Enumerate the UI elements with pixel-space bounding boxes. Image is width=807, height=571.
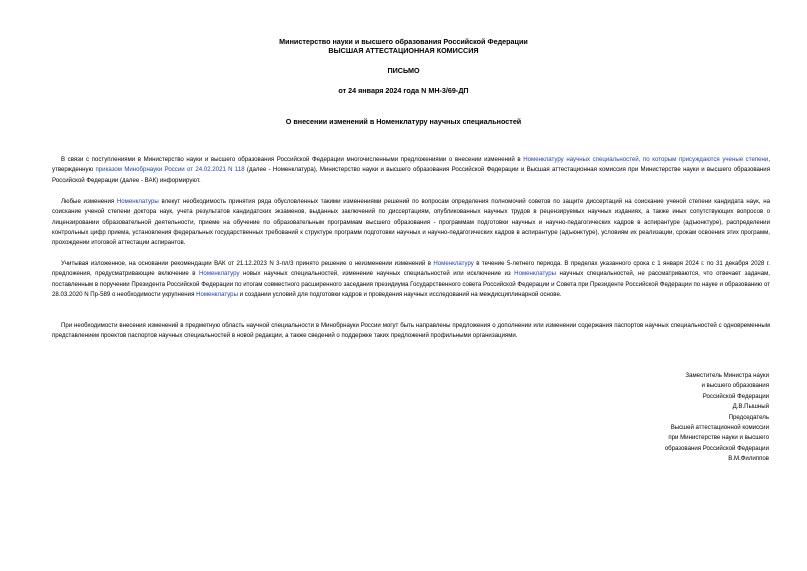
paragraph-2 xyxy=(52,197,770,248)
paragraph-3-text: научных специальностей, не рассматриваются, что отвечает задачам, поставленным в поручении Президента Российской Федерации по итогам совместного расширенного заседания президиума Государственного совета Российской Федерации и Совета при Президенте Российской Федерации по науке и образованию от 28.03.2020 N Пр-589 о необходимости укрупнения xyxy=(52,270,770,298)
nomenclature-link[interactable]: Номенклатуры xyxy=(116,198,159,205)
nomenclature-link[interactable]: Номенклатуру xyxy=(433,260,474,267)
nomenclature-link[interactable]: Номенклатуры xyxy=(514,270,557,278)
signature-line: Российской Федерации xyxy=(702,392,769,400)
signature-block xyxy=(569,371,769,465)
nomenclature-link[interactable]: Номенклатуру научных специальностей, по которым присуждаются ученые степени xyxy=(523,156,769,163)
signature-line: при Министерстве науки и высшего xyxy=(668,434,769,442)
document-type: ПИСЬМО xyxy=(387,66,420,75)
commission-name: ВЫСШАЯ АТТЕСТАЦИОННАЯ КОМИССИЯ xyxy=(328,46,479,55)
paragraph-3-text: в течение 5-летнего периода. В пределах указанного срока с 1 января 2024 г. по 31 декабря 2028 г. предложения, предусматривающие включение в xyxy=(52,260,770,278)
nomenclature-link[interactable]: Номенклатуру xyxy=(199,270,240,278)
ministry-name: Министерство науки и высшего образования Российской Федерации xyxy=(279,37,528,46)
paragraph-1-text: , утвержденную xyxy=(52,156,771,174)
signatory-name: В.М.Филиппов xyxy=(728,455,769,463)
document-subject: О внесении изменений в Номенклатуру научных специальностей xyxy=(285,117,522,126)
paragraph-3 xyxy=(52,259,770,300)
signatory-name: Д.В.Пышный xyxy=(732,403,769,411)
document-date-number: от 24 января 2024 года N МН-3/69-ДП xyxy=(338,86,469,95)
paragraph-1-text: В связи с поступлениями в Министерство науки и высшего образования Российской Федерации многочисленными предложениями о внесении изменений в xyxy=(61,156,524,163)
paragraph-4-text: При необходимости внесения изменений в предметную область научной специальности в Минобрнауки России могут быть направлены предложения о дополнении или изменении содержания паспортов научных специальностей с одновременным представлением проектов паспортов научных специальностей в новой редакции, а также сведений о поддержке таких предложений профильными организациями. xyxy=(52,322,770,340)
signature-line: и высшего образования xyxy=(701,382,769,390)
paragraph-2-text: Любые изменения xyxy=(61,198,117,205)
paragraph-4 xyxy=(52,321,770,342)
signature-line: Председатель xyxy=(728,413,769,421)
paragraph-1-text: (далее - Номенклатура), Министерство науки и высшего образования Российской Федерации и Высшая аттестационная комиссия при Министерстве науки и высшего образования Российской Федерации (далее - ВАК) информируют. xyxy=(52,166,770,184)
paragraph-3-text: новых научных специальностей, изменение научных специальностей или исключение из xyxy=(239,270,515,278)
paragraph-3-text: Учитывая изложенное, на основании рекомендации ВАК от 21.12.2023 N 3-пл/3 принято решение о неизменении изменений в xyxy=(61,260,434,267)
paragraph-2-text: влекут необходимость принятия ряда обусловленных такими изменениями решений по вопросам определения полномочий советов по защите диссертаций на соискание ученой степени кандидата наук, на соискание ученой степени доктора наук, учета результатов кандидатских экзаменов, выданных заключений по диссертациям, опубликованных научных трудов в рецензируемых научных изданиях, а также иных сопутствующих вопросов о лицензировании образовательной деятельности, приеме на обучение по образовательным программам высшего образования - программам подготовки научных и научно-педагогических кадров в аспирантуре (адъюнктуре), распределении контрольных цифр приема, установления федеральных государственных требований к структуре программ подготовки научных и научно-педагогических кадров в аспирантуре (адъюнктуре), условиям их реализации, срокам освоения этих программ, прохождении итоговой аттестации аспирантов. xyxy=(52,198,770,247)
signature-line: Заместитель Министра науки xyxy=(685,372,769,379)
paragraph-1 xyxy=(52,155,770,186)
nomenclature-link[interactable]: Номенклатуры xyxy=(196,290,238,298)
paragraph-3-text: и создании условий для подготовки кадров и проведения научных исследований на междисциплинарной основе. xyxy=(237,290,562,298)
signature-line: образования Российской Федерации xyxy=(664,444,769,452)
signature-line: Высшей аттестационной комиссии xyxy=(670,424,769,432)
order-118-link[interactable]: приказом Минобрнауки России от 24.02.2021 N 118 xyxy=(95,166,245,174)
